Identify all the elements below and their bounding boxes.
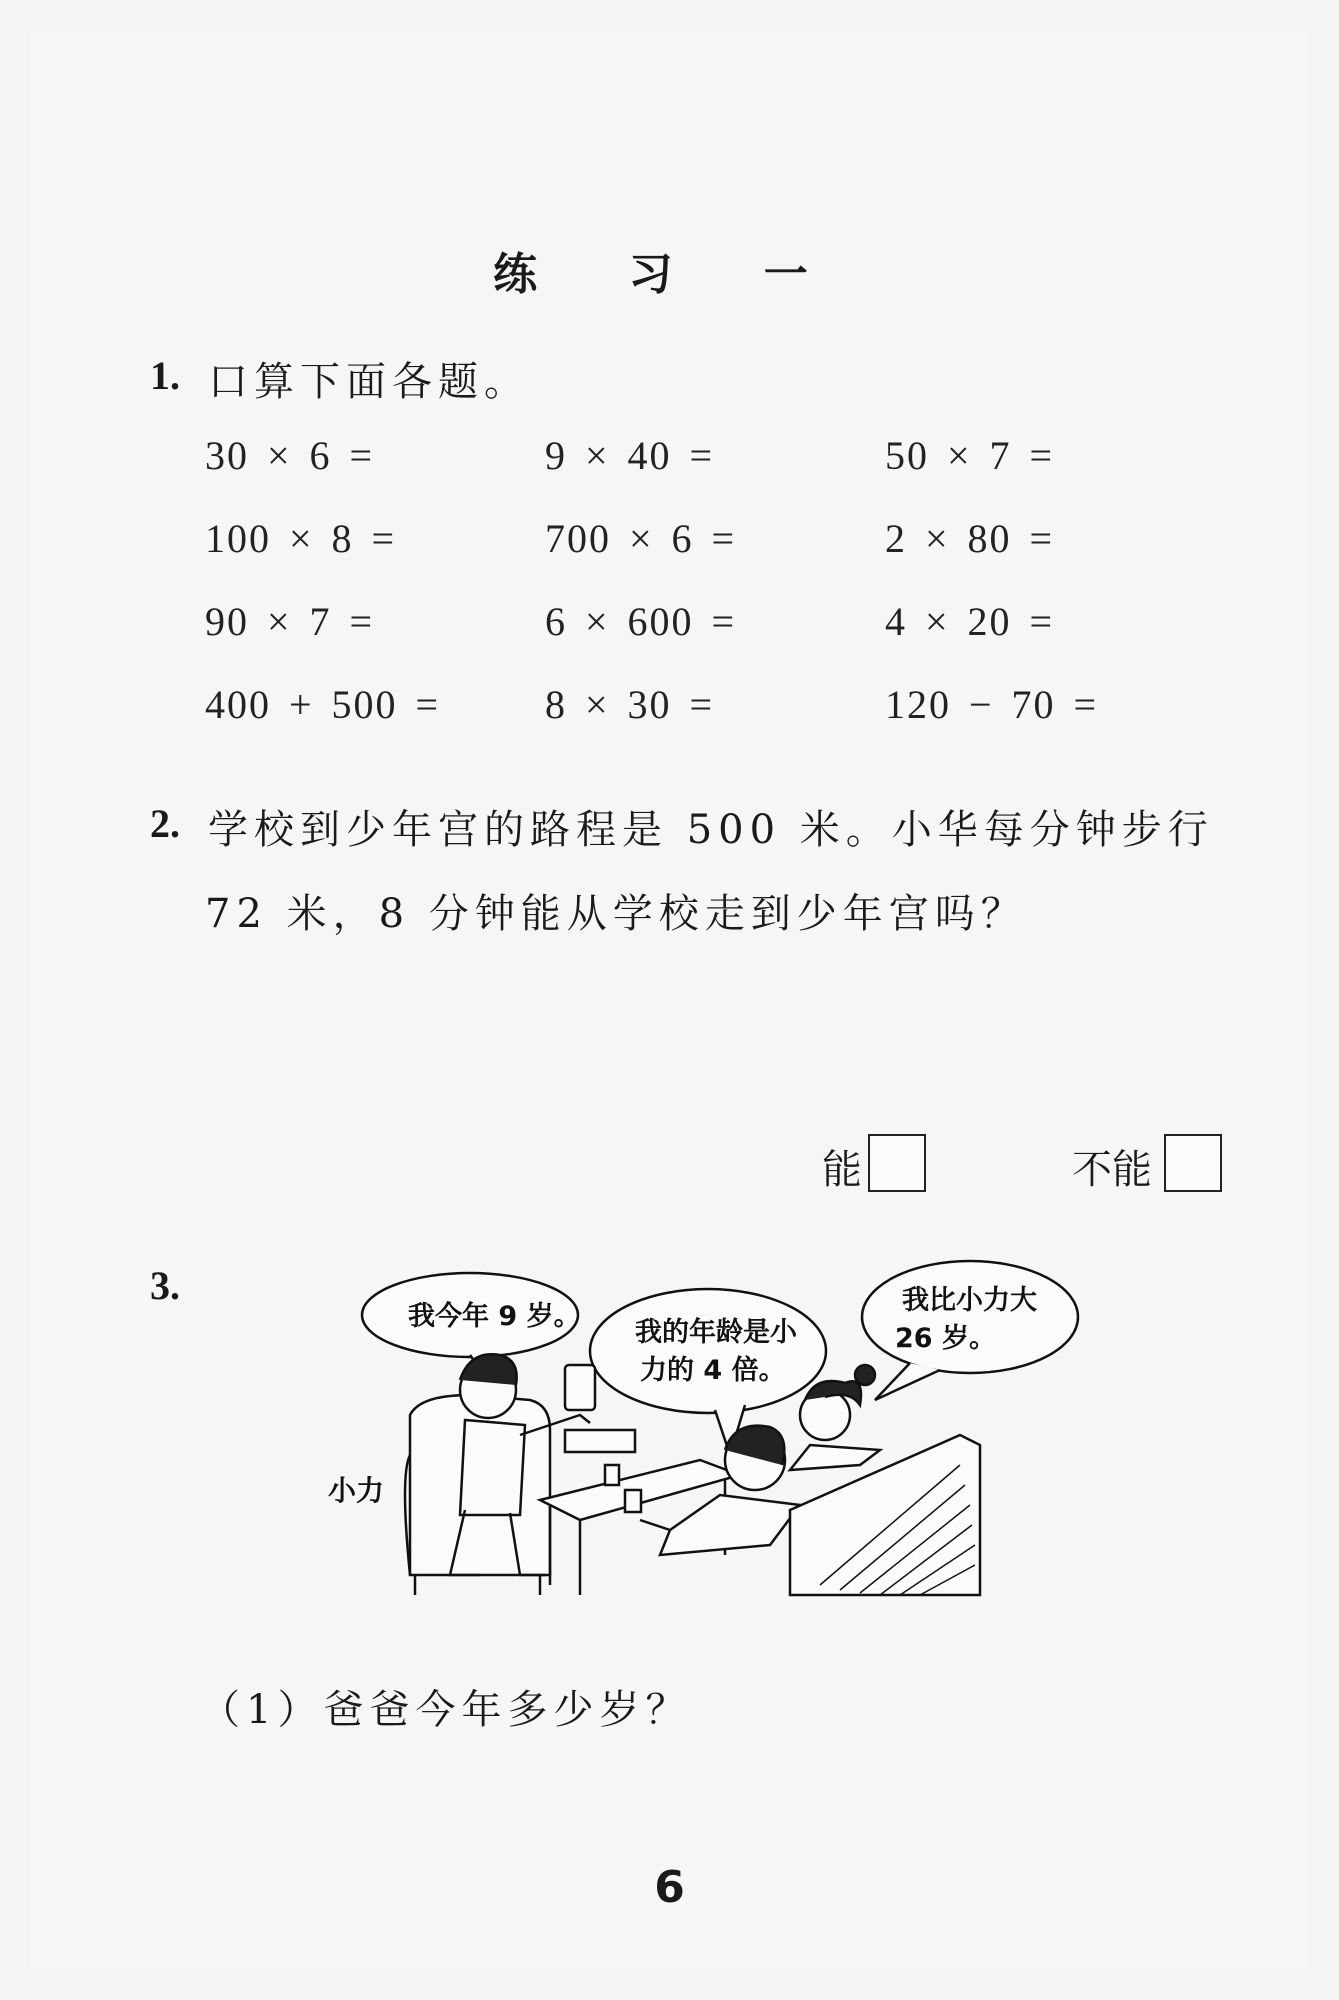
q1-number: 1. — [150, 353, 180, 398]
q1-instruction: 口算下面各题。 — [208, 359, 530, 405]
option-no-label: 不能 — [1072, 1147, 1152, 1193]
bubble-child-text: 我今年 9 岁。 — [408, 1301, 581, 1332]
q3-number: 3. — [150, 1263, 180, 1308]
calc-r3c2: 6 × 600 = — [545, 599, 737, 644]
calc-r2c3: 2 × 80 = — [885, 516, 1055, 561]
bubble-mother — [862, 1261, 1078, 1400]
q3-subquestion-1: （1）爸爸今年多少岁？ — [200, 1687, 692, 1733]
calc-r2c2: 700 × 6 = — [545, 516, 737, 561]
page-number: 6 — [654, 1862, 685, 1913]
child-name-label: 小力 — [328, 1474, 385, 1507]
q2-text-line2: 72 米，8 分钟能从学校走到少年宫吗？ — [205, 891, 1027, 937]
calc-r1c3: 50 × 7 = — [885, 433, 1055, 478]
calc-r4c1: 400 + 500 = — [205, 682, 441, 727]
bubble-mother-line2: 26 岁。 — [895, 1323, 996, 1354]
option-yes-checkbox[interactable] — [868, 1134, 926, 1192]
q2-text-line1: 学校到少年宫的路程是 500 米。小华每分钟步行 — [208, 807, 1214, 853]
family-illustration — [320, 1255, 1100, 1625]
q2-number: 2. — [150, 801, 180, 846]
calc-r4c2: 8 × 30 = — [545, 682, 715, 727]
exercise-title: 练 习 一 — [493, 249, 846, 300]
option-no-checkbox[interactable] — [1164, 1134, 1222, 1192]
calc-r3c1: 90 × 7 = — [205, 599, 375, 644]
calc-r1c1: 30 × 6 = — [205, 433, 375, 478]
bubble-mother-line1: 我比小力大 — [902, 1285, 1037, 1316]
option-yes-label: 能 — [822, 1147, 862, 1193]
calc-r4c3: 120 − 70 = — [885, 682, 1099, 727]
calc-r1c2: 9 × 40 = — [545, 433, 715, 478]
bubble-father-line2: 力的 4 倍。 — [640, 1355, 786, 1386]
calc-r3c3: 4 × 20 = — [885, 599, 1055, 644]
bubble-father-line1: 我的年龄是小 — [635, 1317, 797, 1348]
calc-r2c1: 100 × 8 = — [205, 516, 397, 561]
